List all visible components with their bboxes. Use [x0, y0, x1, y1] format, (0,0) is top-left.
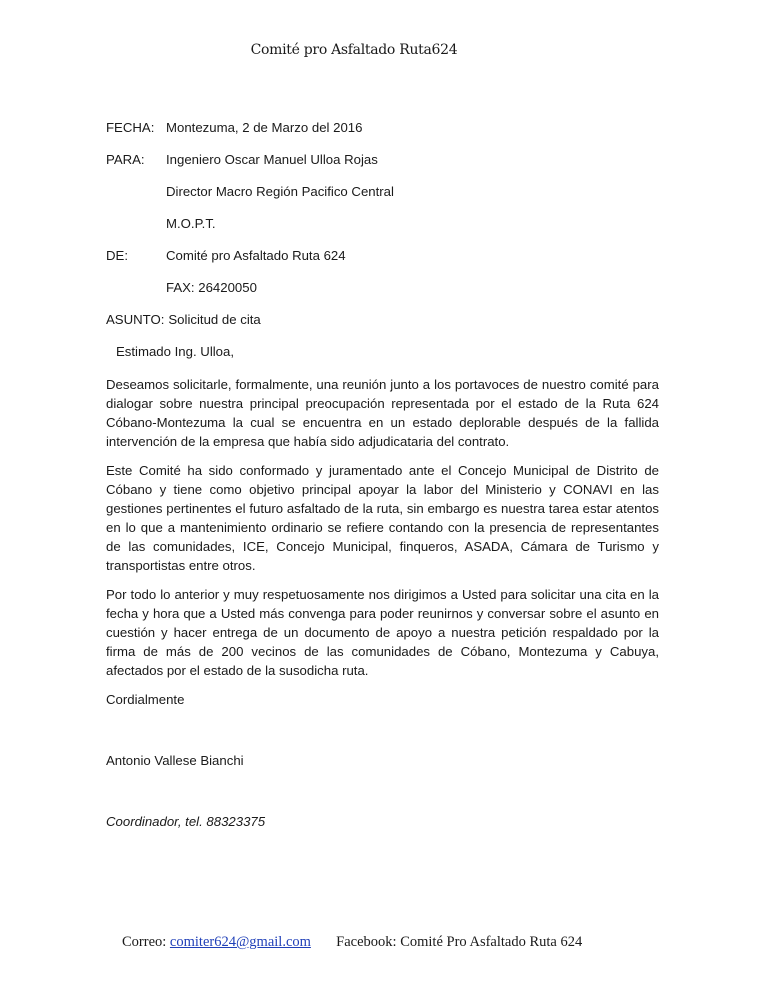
asunto-label: ASUNTO: [106, 312, 165, 327]
fecha-label: FECHA: [106, 120, 155, 135]
de-line-2: FAX: 26420050 [166, 280, 257, 295]
salutation: Estimado Ing. Ulloa, [116, 344, 235, 359]
paragraph-1: Deseamos solicitarle, formalmente, una reunión junto a los portavoces de nuestro comité para dialogar sobre nuestra principal preocupación representada por el estado de la Ruta 624 Cóbano-Montezuma la cual se encuentra en un estado deplorable después de la fallida intervención de la empresa que había sido adjudicataria del contrato. [106, 377, 659, 449]
asunto-value: Solicitud de cita [168, 312, 261, 327]
para-row [106, 150, 659, 182]
para-label: PARA: [106, 152, 145, 167]
para-row-3 [106, 214, 659, 246]
de-row-2 [106, 278, 659, 310]
fecha-row [106, 118, 659, 150]
paragraph-3: Por todo lo anterior y muy respetuosamente nos dirigimos a Usted para solicitar una cita en la fecha y hora que a Usted más convenga para poder reunirnos y conversar sobre el asunto en cuestión y hacer entrega de un documento de apoyo a nuestra petición respaldado por la firma de más de 200 vecinos de las comunidades de Cóbano, Montezuma y Cabuya, afectados por el estado de la susodicha ruta. [106, 587, 659, 678]
para-line-2: Director Macro Región Pacifico Central [166, 184, 394, 199]
de-label: DE: [106, 248, 128, 263]
para-row-2 [106, 182, 659, 214]
paragraph-2: Este Comité ha sido conformado y juramentado ante el Concejo Municipal de Distrito de Cóbano y tiene como objetivo principal apoyar la labor del Ministerio y CONAVI en las gestiones pertinentes el futuro asfaltado de la ruta, sin embargo es nuestra tarea estar atentos en lo que a mantenimiento ordinario se refiere contando con la presencia de representantes de las comunidades, ICE, Concejo Municipal, finqueros, ASADA, Cámara de Turismo y transportistas entre otros. [106, 463, 659, 573]
para-line-1: Ingeniero Oscar Manuel Ulloa Rojas [166, 152, 378, 167]
letter-body [106, 118, 659, 831]
signer-title: Coordinador, tel. 88323375 [106, 814, 266, 829]
para-line-3: M.O.P.T. [166, 216, 216, 231]
email-link[interactable]: comiter624@gmail.com [169, 934, 311, 950]
letterhead-title: Comité pro Asfaltado Ruta624 [250, 42, 458, 58]
closing: Cordialmente [106, 692, 185, 707]
footer [122, 934, 582, 951]
facebook-text: Facebook: Comité Pro Asfaltado Ruta 624 [336, 934, 583, 950]
signer-name: Antonio Vallese Bianchi [106, 753, 244, 768]
email-label: Correo: [122, 934, 167, 950]
de-line-1: Comité pro Asfaltado Ruta 624 [166, 248, 346, 263]
de-row [106, 246, 659, 278]
asunto-row [106, 310, 659, 342]
fecha-value: Montezuma, 2 de Marzo del 2016 [166, 120, 363, 135]
